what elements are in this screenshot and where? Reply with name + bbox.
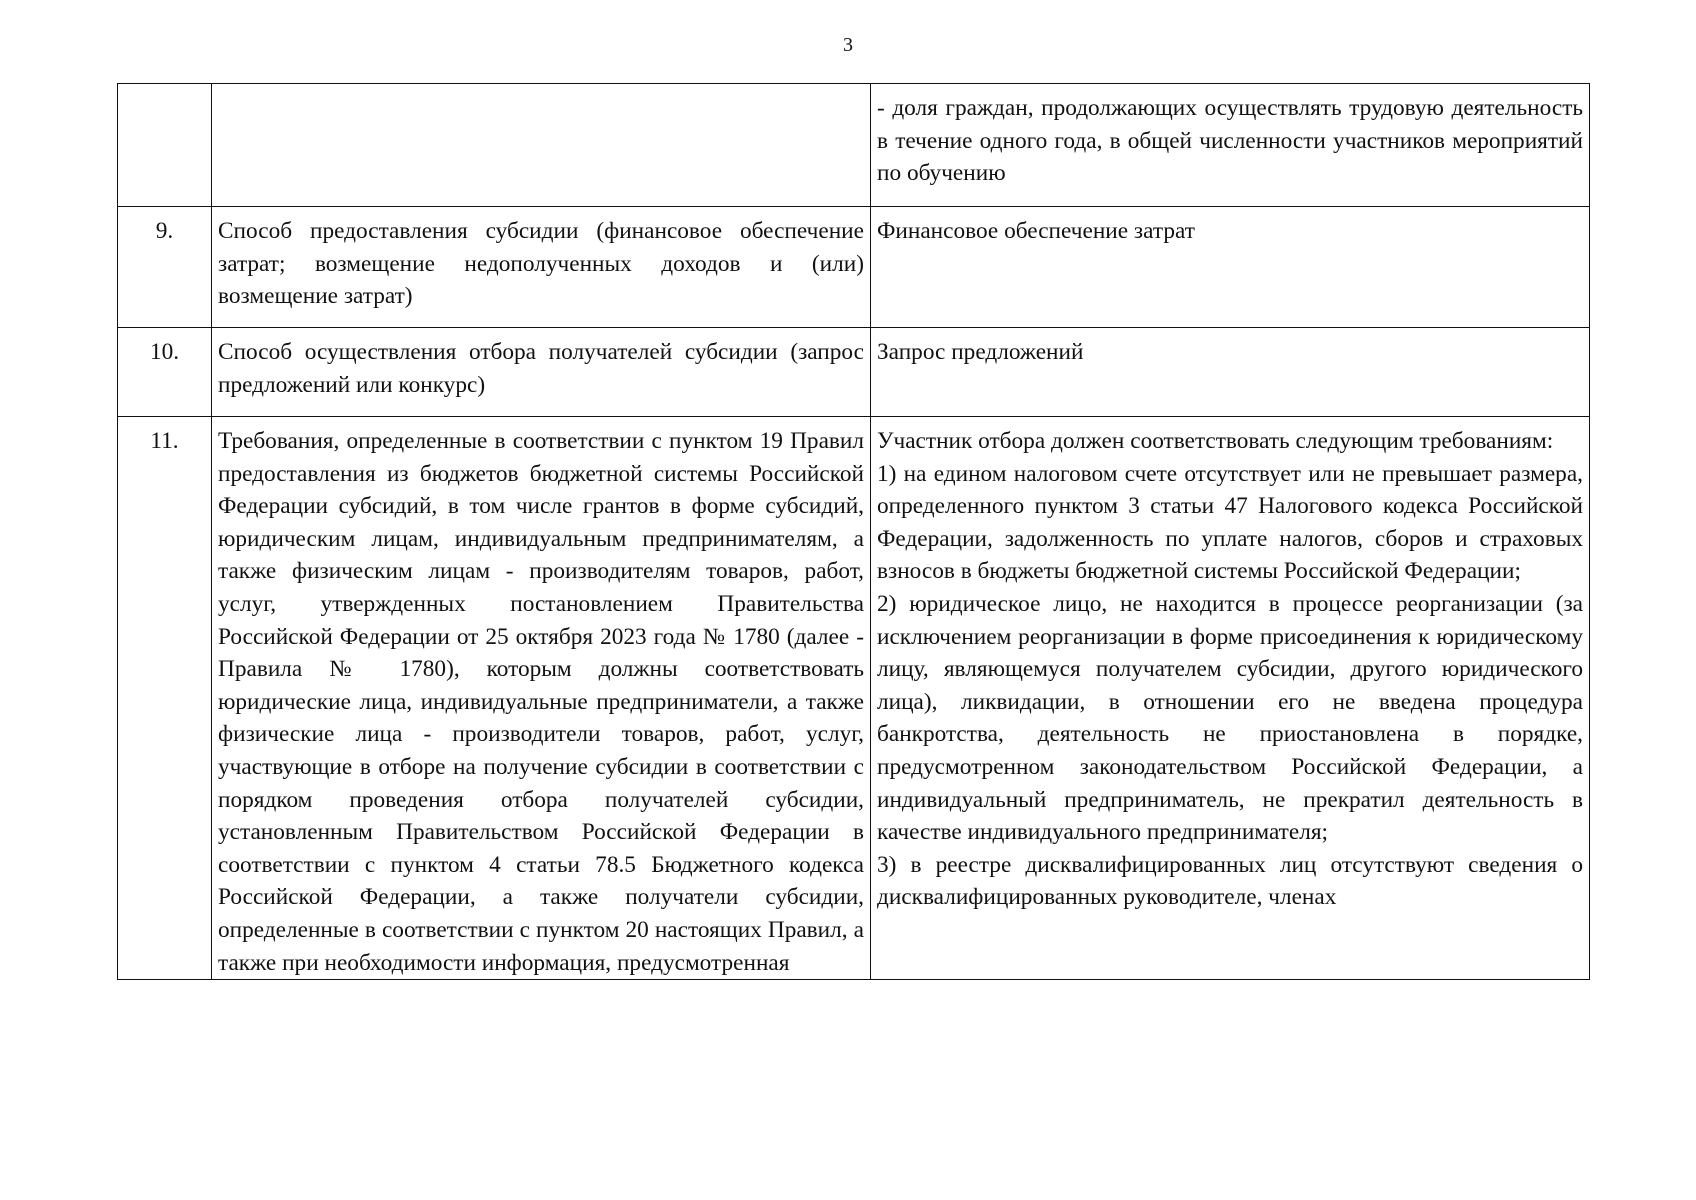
parameter-cell: Способ предоставления субсидии (финансовое обеспечение затрат; возмещение недополученных доходов и (или) возмещение затрат) [212, 207, 871, 328]
table-row-11 [118, 417, 1590, 980]
passport-table [117, 83, 1590, 980]
requirement-item-1: 1) на едином налоговом счете отсутствует или не превышает размера, определенного пунктом 3 статьи 47 Налогового кодекса Российской Федерации, задолженность по уплате налогов, сборов и страховых взносов в бюджеты бюджетной системы Российской Федерации; [877, 460, 1583, 585]
row-number-cell: 9. [118, 207, 212, 328]
row-number-cell [118, 84, 212, 207]
page-number: 3 [843, 34, 853, 56]
row-number-cell: 10. [118, 328, 212, 417]
table-row-continued [118, 84, 1590, 207]
value-cell: Запрос предложений [871, 328, 1590, 417]
value-cell: Финансовое обеспечение затрат [871, 207, 1590, 328]
requirements-intro: Участник отбора должен соответствовать следующим требованиям: [877, 428, 1554, 454]
row-number-cell: 11. [118, 417, 212, 980]
parameter-cell [212, 84, 871, 207]
table-row-10 [118, 328, 1590, 417]
requirement-item-3: 3) в реестре дисквалифицированных лиц отсутствуют сведения о дисквалифицированных руководителе, членах [877, 851, 1583, 911]
table-row-9 [118, 207, 1590, 328]
value-cell [871, 417, 1590, 980]
value-cell: - доля граждан, продолжающих осуществлять трудовую деятельность в течение одного года, в общей численности участников мероприятий по обучению [871, 84, 1590, 207]
requirement-item-2: 2) юридическое лицо, не находится в процессе реорганизации (за исключением реорганизации в форме присоединения к юридическому лицу, являющемуся получателем субсидии, другого юридического лица), ликвидации, в отношении его не введена процедура банкротства, деятельность не приостановлена в порядке, предусмотренном законодательством Российской Федерации, а индивидуальный предприниматель, не прекратил деятельность в качестве индивидуального предпринимателя; [877, 590, 1583, 846]
parameter-cell: Способ осуществления отбора получателей субсидии (запрос предложений или конкурс) [212, 328, 871, 417]
parameter-cell: Требования, определенные в соответствии с пунктом 19 Правил предоставления из бюджетов бюджетной системы Российской Федерации субсидий, в том числе грантов в форме субсидий, юридическим лицам, индивидуальным предпринимателям, а также физическим лицам - производителям товаров, работ, услуг, утвержденных постановлением Правительства Российской Федерации от 25 октября 2023 года № 1780 (далее - Правила № 1780), которым должны соответствовать юридические лица, индивидуальные предприниматели, а также физические лица - производители товаров, работ, услуг, участвующие в отборе на получение субсидии в соответствии с порядком проведения отбора получателей субсидии, установленным Правительством Российской Федерации в соответствии с пунктом 4 статьи 78.5 Бюджетного кодекса Российской Федерации, а также получатели субсидии, определенные в соответствии с пунктом 20 настоящих Правил, а также при необходимости информация, предусмотренная [212, 417, 871, 980]
